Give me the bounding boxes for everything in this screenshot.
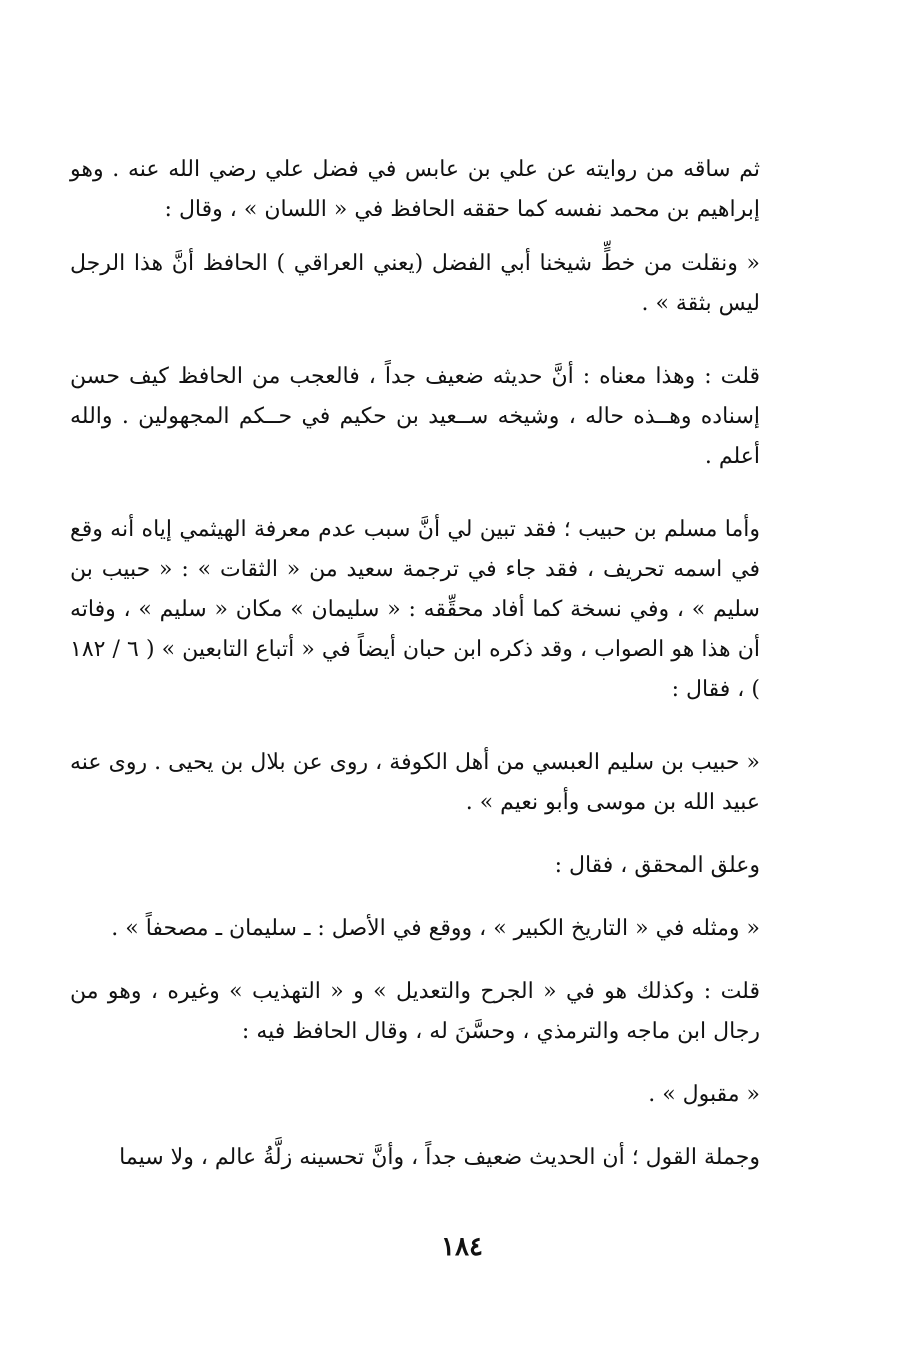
page-number: ١٨٤ — [441, 1232, 483, 1262]
paragraph-6: وجملة القول ؛ أن الحديث ضعيف جداً ، وأنَّ تحسينه زلَّةُ عالم ، ولا سيما — [119, 1145, 760, 1170]
paragraph-3: وأما مسلم بن حبيب ؛ فقد تبين لي أنَّ سبب عدم معرفة الهيثمي إياه أنه وقع في اسمه تحريف ، فقد جاء في ترجمة سعيد من « الثقات » : « حبيب بن سليم » ، وفي نسخة كما أفاد محقِّقه : « سليمان » مكان « سليم » ، وفاته أن هذا هو الصواب ، وقد ذكره ابن حبان أيضاً في « أتباع التابعين » ( ٦ / ١٨٢ ) ، فقال : — [70, 517, 760, 702]
paragraph-5: قلت : وكذلك هو في « الجرح والتعديل » و « التهذيب » وغيره ، وهو من رجال ابن ماجه والترمذي ، وحسَّنَ له ، وقال الحافظ فيه : — [70, 979, 760, 1044]
quote-1: « ونقلت من خطٍّ شيخنا أبي الفضل (يعني العراقي ) الحافظ أنَّ هذا الرجل ليس بثقة » . — [70, 251, 760, 316]
quote-3: « ومثله في « التاريخ الكبير » ، ووقع في الأصل : ـ سليمان ـ مصحفاً » . — [111, 916, 760, 941]
paragraph-1: ثم ساقه من روايته عن علي بن عابس في فضل علي رضي الله عنه . وهو إبراهيم بن محمد نفسه كما حققه الحافظ في « اللسان » ، وقال : — [70, 157, 760, 222]
paragraph-2: قلت : وهذا معناه : أنَّ حديثه ضعيف جداً ، فالعجب من الحافظ كيف حسن إسناده وهــذه حاله ، وشيخه ســعيد بن حكيم في حــكم المجهولين . والله أعلم . — [70, 364, 760, 469]
paragraph-4: وعلق المحقق ، فقال : — [554, 853, 760, 878]
page-body — [70, 150, 760, 1201]
quote-4: « مقبول » . — [648, 1082, 760, 1107]
quote-2: « حبيب بن سليم العبسي من أهل الكوفة ، روى عن بلال بن يحيى . روى عنه عبيد الله بن موسى وأبو نعيم » . — [70, 750, 760, 815]
